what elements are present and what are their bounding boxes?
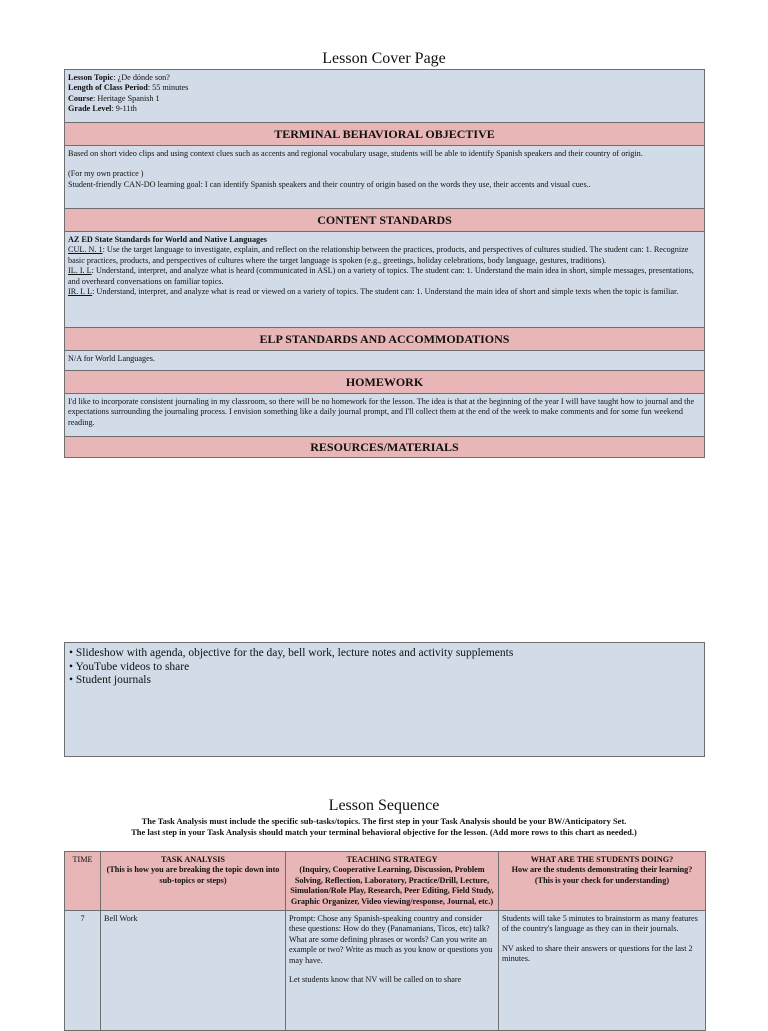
info-label: Course — [68, 93, 94, 103]
info-value: ¿De dónde son? — [117, 73, 170, 82]
time-column-header: TIME — [65, 852, 101, 911]
elp-header: ELP STANDARDS AND ACCOMMODATIONS — [64, 327, 705, 351]
content-standards-header: CONTENT STANDARDS — [64, 208, 705, 232]
standard-item: CUL. N. 1: Use the target language to investigate, explain, and reflect on the relationship between the practices, products, and perspectives of cultures studied. The student can: 1. Recognize basic practices, products, and perspectives of cultures where the target language is spoken (e.g., greetings, holiday celebrations, body language, gestures, traditions). — [68, 245, 689, 265]
info-value: 55 minutes — [152, 83, 189, 93]
can-do-goal: Student-friendly CAN-DO learning goal: I can identify Spanish speakers and their country of origin based on the words they use, their accents and visual cues.. — [68, 179, 591, 189]
info-label: Grade Level — [68, 104, 112, 114]
resource-item: • YouTube videos to share — [69, 660, 190, 673]
table-header-row — [65, 852, 706, 911]
resource-item: • Slideshow with agenda, objective for the day, bell work, lecture notes and activity supplements — [69, 647, 514, 659]
lesson-topic-line: Lesson Topic: ¿De dónde son? — [68, 73, 170, 82]
strategy-cell — [286, 911, 499, 1031]
homework-text: I'd like to incorporate consistent journaling in my classroom, so there will be no homework for the lesson. The idea is that at the beginning of the year I will have taught how to journal and the expectations surrounding the journaling process. I envision something like a daily journal prompt, and I'll collect them at the end of the week to make comments and for some fun weekend reading. — [68, 397, 695, 427]
elp-box — [64, 350, 705, 371]
cover-page-title: Lesson Cover Page — [322, 50, 446, 67]
strategy-followup: Let students know that NV will be called on to share — [289, 975, 462, 985]
elp-text: N/A for World Languages. — [68, 354, 155, 363]
info-value: Heritage Spanish 1 — [97, 93, 160, 103]
students-share: NV asked to share their answers or questions for the last 2 minutes. — [502, 943, 693, 964]
standard-item: IL. I. L: Understand, interpret, and analyze what is heard (communicated in ASL) on a variety of topics. The student can: 1. Understand the main idea in short, simple messages, presentations, and overheard conversations on familiar topics. — [68, 266, 694, 286]
info-label: Lesson Topic — [68, 73, 114, 82]
sequence-note-2: The last step in your Task Analysis should match your terminal behavioral objective for the lesson. (Add more rows to this chart as needed.) — [131, 827, 637, 837]
class-length-line: Length of Class Period: 55 minutes — [68, 83, 189, 93]
standard-code: CUL. N. 1 — [68, 245, 103, 255]
lesson-sequence-title: Lesson Sequence — [328, 797, 440, 814]
resources-header: RESOURCES/MATERIALS — [64, 436, 705, 458]
info-label: Length of Class Period — [68, 83, 148, 93]
resource-item: • Student journals — [69, 674, 151, 686]
standard-code: IR. I. L — [68, 287, 93, 297]
info-value: 9-11th — [115, 104, 137, 114]
homework-box — [64, 393, 705, 437]
objective-box — [64, 145, 705, 209]
standard-item: IR. I. L: Understand, interpret, and analyze what is read or viewed on a variety of topics. The student can: 1. Understand the main idea of short and simple texts when the topic is familiar. — [68, 287, 679, 297]
students-doing-header: WHAT ARE THE STUDENTS DOING? How are the students demonstrating their learning? (This is your check for understanding) — [499, 852, 706, 911]
sequence-note-1: The Task Analysis must include the specific sub-tasks/topics. The first step in your Task Analysis should be your BW/Anticipatory Set. — [141, 816, 627, 826]
practice-note: (For my own practice ) — [68, 169, 144, 179]
objective-text: Based on short video clips and using context clues such as accents and regional vocabulary usage, students will be able to identify Spanish speakers and their country of origin. — [68, 149, 643, 158]
course-line: Course: Heritage Spanish 1 — [68, 93, 160, 103]
content-standards-box — [64, 231, 705, 328]
strategy-prompt: Prompt: Chose any Spanish-speaking country and consider these questions: How do they (Panamanians, Ticos, etc) talk? What are some defining phrases or words? Can you write an example or two? Write as much as you know or questions you may have. — [289, 914, 493, 965]
time-cell: 7 — [65, 911, 101, 1031]
objective-header: TERMINAL BEHAVIORAL OBJECTIVE — [64, 122, 705, 146]
students-activity: Students will take 5 minutes to brainstorm as many features of the country's language as they can in their journals. — [502, 914, 698, 934]
standard-code: IL. I. L — [68, 266, 92, 276]
lesson-sequence-table — [64, 851, 706, 1031]
resources-box — [64, 642, 705, 757]
task-cell: Bell Work — [101, 911, 286, 1031]
table-row — [65, 911, 706, 1031]
task-analysis-header: TASK ANALYSIS (This is how you are breaking the topic down into sub-topics or steps) — [101, 852, 286, 911]
standards-subtitle: AZ ED State Standards for World and Native Languages — [68, 235, 267, 244]
teaching-strategy-header: TEACHING STRATEGY (Inquiry, Cooperative Learning, Discussion, Problem Solving, Reflection, Laboratory, Practice/Drill, Lecture, Simulation/Role Play, Research, Peer Editing, Field Study, Graphic Organizer, Video viewing/response, Journal, etc.) — [286, 852, 499, 911]
grade-level-line: Grade Level: 9-11th — [68, 104, 137, 114]
homework-header: HOMEWORK — [64, 370, 705, 394]
lesson-info-box — [64, 69, 705, 123]
students-cell — [499, 911, 706, 1031]
